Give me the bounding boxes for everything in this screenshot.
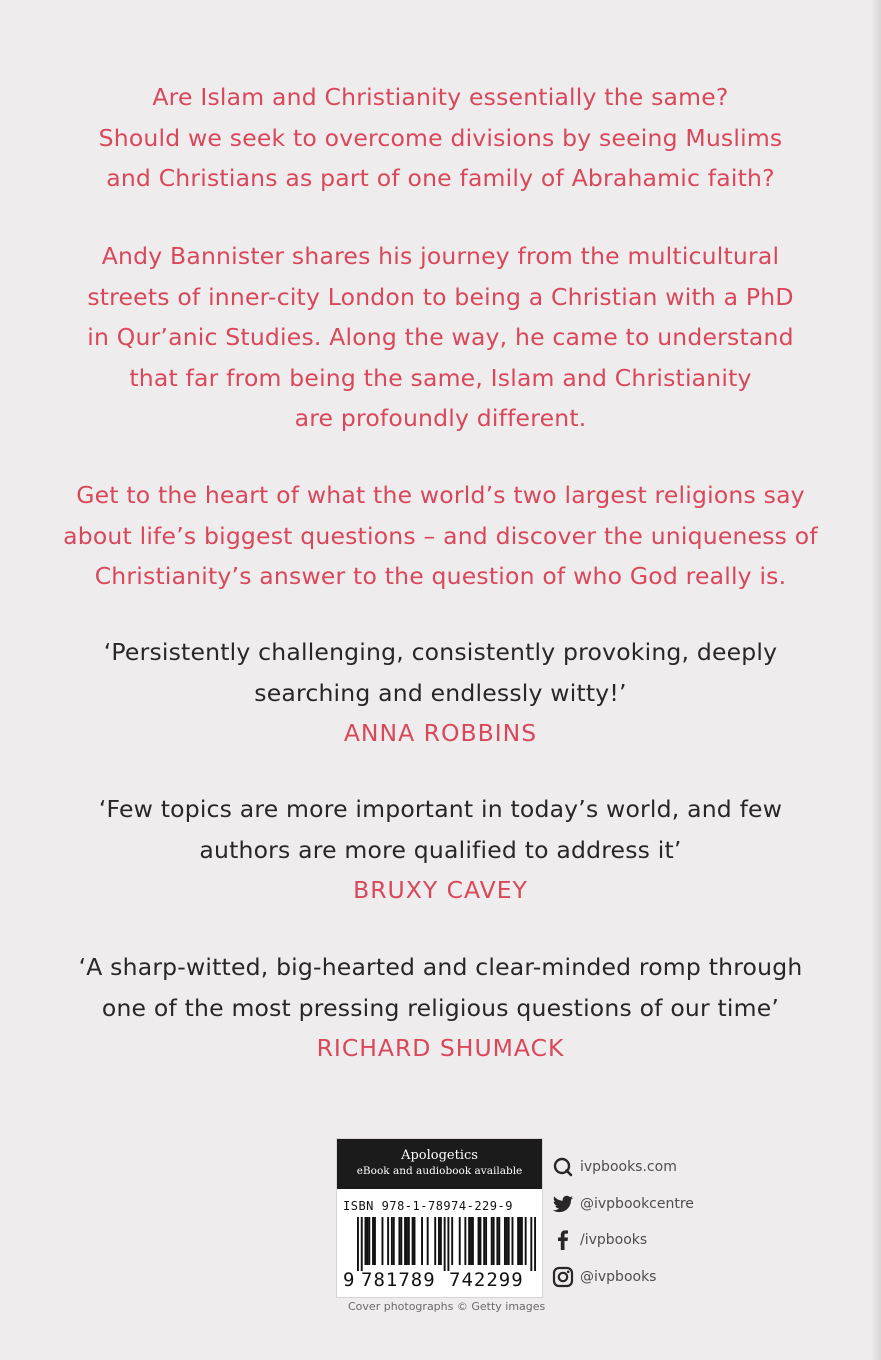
- social-label: @ivpbookcentre: [580, 1195, 694, 1212]
- barcode-bar: [447, 1217, 449, 1271]
- blurb-line: that far from being the same, Islam and Christianity: [129, 363, 752, 392]
- barcode-bar: [506, 1217, 508, 1265]
- isbn-label: ISBN 978-1-78974-229-9: [343, 1199, 513, 1213]
- blurb-line: and Christians as part of one family of Abrahamic faith?: [106, 164, 775, 192]
- barcode-bar: [496, 1217, 498, 1265]
- quote-line: one of the most pressing religious questions of our time’: [101, 993, 780, 1022]
- barcode-bar: [521, 1217, 523, 1265]
- barcode-bar: [421, 1217, 423, 1265]
- barcode-bar: [512, 1217, 514, 1265]
- barcode-bar: [472, 1217, 474, 1265]
- photo-credit: Cover photographs © Getty images: [348, 1300, 546, 1313]
- barcode-bar: [504, 1217, 506, 1265]
- blurb-line: are profoundly different.: [294, 404, 587, 432]
- barcode-bar: [525, 1217, 527, 1265]
- barcode-bar: [464, 1217, 466, 1265]
- barcode-bar: [365, 1217, 367, 1265]
- barcode-bar: [398, 1217, 400, 1265]
- twitter-icon: [552, 1193, 574, 1215]
- barcode-bar: [534, 1217, 536, 1271]
- barcode-bar: [427, 1217, 429, 1265]
- blurb-line: streets of inner-city London to being a Christian with a PhD: [87, 282, 794, 311]
- barcode-bar: [400, 1217, 402, 1265]
- barcode-bar: [444, 1217, 446, 1271]
- barcode-bar: [357, 1217, 359, 1271]
- blurb-line: Get to the heart of what the world’s two largest religions say: [76, 481, 805, 509]
- barcode-bar: [508, 1217, 510, 1265]
- barcode-bar: [408, 1217, 410, 1265]
- blurb-line: Are Islam and Christianity essentially the same?: [152, 83, 729, 111]
- blurb-paragraph-1: [0, 77, 881, 199]
- endorsement-quote-1: [0, 632, 881, 754]
- instagram-icon: [552, 1266, 574, 1288]
- barcode-bars: [343, 1217, 536, 1271]
- quote-line: ‘A sharp-witted, big-hearted and clear-minded romp through: [78, 953, 803, 981]
- barcode-digits-right: 742299: [449, 1269, 524, 1291]
- barcode-bar: [478, 1217, 480, 1265]
- barcode-bar: [485, 1217, 487, 1265]
- barcode-bar: [483, 1217, 485, 1265]
- quote-author: ANNA ROBBINS: [343, 719, 538, 747]
- blurb-paragraph-3: [0, 475, 881, 597]
- blurb-line: about life’s biggest questions – and discover the uniqueness of: [63, 521, 818, 550]
- barcode-bar: [387, 1217, 389, 1265]
- barcode-bar: [381, 1217, 383, 1265]
- barcode-bar: [479, 1217, 481, 1265]
- barcode-bar: [491, 1217, 493, 1265]
- social-label: @ivpbooks: [580, 1268, 657, 1285]
- barcode-bar: [470, 1217, 472, 1265]
- barcode-bar: [517, 1217, 519, 1265]
- barcode-bar: [440, 1217, 442, 1265]
- barcode-bar: [366, 1217, 368, 1265]
- barcode-bar: [368, 1217, 370, 1265]
- quote-author: RICHARD SHUMACK: [316, 1034, 565, 1062]
- barcode-digits-left: 781789: [361, 1269, 436, 1291]
- quote-line: authors are more qualified to address it’: [199, 835, 682, 864]
- blurb-line: Andy Bannister shares his journey from the multicultural: [101, 242, 780, 270]
- social-links: [552, 1149, 694, 1295]
- barcode-bar: [493, 1217, 495, 1265]
- search-icon: [552, 1156, 574, 1178]
- barcode-bar: [468, 1217, 470, 1265]
- barcode-bar: [391, 1217, 393, 1265]
- endorsement-quote-3: [0, 947, 881, 1069]
- social-label: /ivpbooks: [580, 1232, 648, 1249]
- social-twitter[interactable]: [552, 1186, 694, 1223]
- barcode-bar: [361, 1217, 363, 1271]
- quote-author: BRUXY CAVEY: [353, 876, 528, 904]
- barcode-bar: [372, 1217, 374, 1265]
- blurb-line: Christianity’s answer to the question of who God really is.: [94, 562, 787, 590]
- barcode-bar: [438, 1217, 440, 1265]
- blurb-line: Should we seek to overcome divisions by seeing Muslims: [98, 123, 783, 152]
- social-instagram[interactable]: [552, 1259, 694, 1296]
- barcode-bar: [530, 1217, 532, 1271]
- quote-line: searching and endlessly witty!’: [254, 678, 627, 707]
- barcode-bar: [459, 1217, 461, 1265]
- category-band: [337, 1139, 542, 1189]
- social-facebook[interactable]: [552, 1222, 694, 1259]
- barcode-bar: [406, 1217, 408, 1265]
- category-label: Apologetics: [401, 1148, 478, 1163]
- social-label: ivpbooks.com: [580, 1159, 677, 1176]
- barcode-digit-first: 9: [343, 1269, 355, 1291]
- barcode-bar: [498, 1217, 500, 1265]
- barcode-bar: [393, 1217, 395, 1265]
- blurb-line: in Qur’anic Studies. Along the way, he came to understand: [87, 323, 794, 351]
- barcode-bar: [414, 1217, 416, 1265]
- facebook-icon: [552, 1229, 574, 1251]
- barcode-bar: [404, 1217, 406, 1265]
- barcode-bar: [519, 1217, 521, 1265]
- barcode-bar: [434, 1217, 436, 1265]
- blurb-paragraph-2: [0, 236, 881, 439]
- endorsement-quote-2: [0, 789, 881, 911]
- social-website[interactable]: [552, 1149, 694, 1186]
- quote-line: ‘Persistently challenging, consistently provoking, deeply: [103, 638, 778, 666]
- barcode-bar: [451, 1217, 453, 1265]
- quote-line: ‘Few topics are more important in today’s world, and few: [98, 795, 783, 823]
- barcode-box: [336, 1138, 543, 1298]
- availability-note: eBook and audiobook available: [356, 1165, 523, 1177]
- barcode-bar: [412, 1217, 414, 1265]
- barcode-bar: [374, 1217, 376, 1265]
